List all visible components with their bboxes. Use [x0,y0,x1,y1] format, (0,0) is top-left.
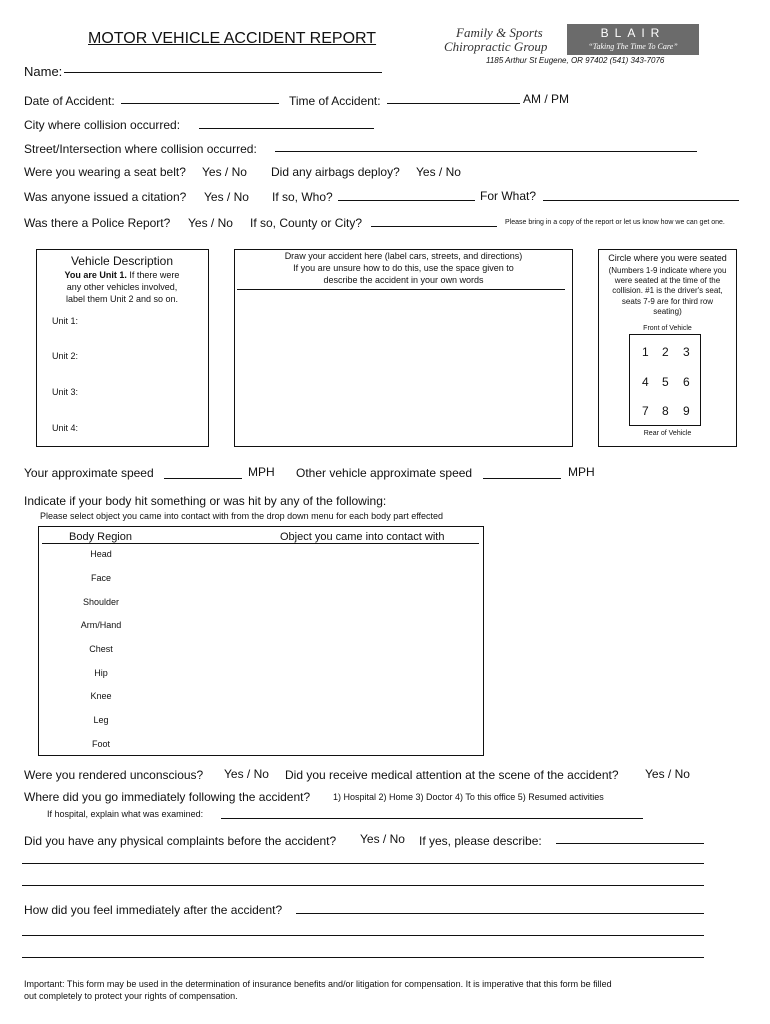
citation-answer[interactable]: Yes / No [204,190,249,204]
vehicle-description-title: Vehicle Description [70,254,174,268]
county-field[interactable] [371,226,497,227]
who-field[interactable] [338,200,475,201]
column-header-body-region: Body Region [69,531,132,543]
seat-5[interactable]: 5 [662,375,669,389]
name-field[interactable] [64,72,382,73]
am-pm-option[interactable]: AM / PM [523,92,570,106]
seat-belt-answer[interactable]: Yes / No [202,165,247,179]
brand-name: BLAIR [600,26,666,40]
date-field[interactable] [121,103,279,104]
where-went-options[interactable]: 1) Hospital 2) Home 3) Doctor 4) To this office 5) Resumed activities [333,792,604,802]
seat-1[interactable]: 1 [642,345,649,359]
seat-belt-question: Were you wearing a seat belt? [24,165,186,179]
police-report-question: Was there a Police Report? [24,216,171,230]
unit-1-label: Unit 1: [52,316,79,326]
your-speed-unit: MPH [248,465,275,479]
seat-box-title: Circle where you were seated [608,253,727,263]
body-contact-heading: Indicate if your body hit something or was hit by any of the following: [24,494,387,508]
feel-after-line-2[interactable] [22,935,704,936]
body-region-knee: Knee [90,691,112,701]
citation-question: Was anyone issued a citation? [24,190,187,204]
column-header-object: Object you came into contact with [280,531,445,543]
police-report-answer[interactable]: Yes / No [188,216,233,230]
draw-instructions-line3: describe the accident in your own words [323,275,484,285]
for-what-label: For What? [480,189,537,203]
body-region-shoulder: Shoulder [82,597,120,607]
body-region-hip: Hip [94,668,108,678]
body-region-face: Face [90,573,111,583]
front-of-vehicle-label: Front of Vehicle [643,325,692,332]
time-label: Time of Accident: [289,94,381,108]
unit-4-label: Unit 4: [52,423,79,433]
unconscious-answer[interactable]: Yes / No [224,767,269,781]
clinic-address: 1185 Arthur St Eugene, OR 97402 (541) 343-7076 [486,56,665,65]
describe-label: If yes, please describe: [419,834,542,848]
street-label: Street/Intersection where collision occurred: [24,142,257,156]
seat-8[interactable]: 8 [662,404,669,418]
body-region-leg: Leg [93,715,109,725]
your-speed-field[interactable] [164,478,242,479]
unit-3-label: Unit 3: [52,387,79,397]
seat-9[interactable]: 9 [683,404,690,418]
seat-box-note-line4: seats 7-9 are for third row [621,297,714,306]
seat-box-note-line5: seating) [653,307,682,316]
county-label: If so, County or City? [250,216,363,230]
medical-attention-question: Did you receive medical attention at the scene of the accident? [285,768,619,782]
body-region-head: Head [90,549,112,559]
seat-7[interactable]: 7 [642,404,649,418]
seat-3[interactable]: 3 [683,345,690,359]
unit-note-rest: If there were [126,270,180,280]
airbags-question: Did any airbags deploy? [271,165,400,179]
seat-6[interactable]: 6 [683,375,690,389]
footer-note-line1: Important: This form may be used in the determination of insurance benefits and/or litigation for compensation. It is imperative that this form be filled [24,979,612,989]
prior-complaints-question: Did you have any physical complaints before the accident? [24,834,337,848]
name-label: Name: [24,64,63,79]
vehicle-description-note-line3: label them Unit 2 and so on. [65,294,179,304]
brand-tagline: “Taking The Time To Care” [588,42,678,51]
clinic-name-line2: Chiropractic Group [444,39,548,54]
clinic-name-line1: Family & Sports [456,25,543,40]
your-speed-label: Your approximate speed [24,466,154,480]
street-field[interactable] [275,151,697,152]
seat-box-note-line2: were seated at the time of the [614,276,721,285]
seat-2[interactable]: 2 [662,345,669,359]
other-speed-field[interactable] [483,478,561,479]
draw-instructions-divider [237,289,565,290]
describe-line-3[interactable] [22,885,704,886]
prior-complaints-answer[interactable]: Yes / No [360,832,405,846]
blair-logo [567,24,699,55]
body-region-foot: Foot [91,739,110,749]
unit-one-note: You are Unit 1. [64,270,127,280]
draw-instructions-line1: Draw your accident here (label cars, streets, and directions) [284,251,523,261]
other-speed-unit: MPH [568,465,595,479]
for-what-field[interactable] [543,200,739,201]
copy-note: Please bring in a copy of the report or let us know how we can get one. [505,219,725,226]
rear-of-vehicle-label: Rear of Vehicle [643,430,692,437]
airbags-answer[interactable]: Yes / No [416,165,461,179]
unconscious-question: Were you rendered unconscious? [24,768,204,782]
body-contact-instructions: Please select object you came into contact with from the drop down menu for each body part effected [40,511,444,521]
hospital-exam-field[interactable] [221,818,643,819]
page-title: MOTOR VEHICLE ACCIDENT REPORT [88,30,377,47]
body-region-chest: Chest [89,644,113,654]
feel-after-line-3[interactable] [22,957,704,958]
seat-box-note-line3: collision. #1 is the driver's seat, [612,286,723,295]
describe-line-2[interactable] [22,863,704,864]
vehicle-description-note-line1 [37,270,207,280]
seat-4[interactable]: 4 [642,375,649,389]
seat-box-note-line1: (Numbers 1-9 indicate where you [608,266,727,275]
unit-2-label: Unit 2: [52,351,79,361]
city-label: City where collision occurred: [24,118,181,132]
where-went-question: Where did you go immediately following the accident? [24,790,311,804]
hospital-exam-label: If hospital, explain what was examined: [47,809,204,819]
medical-attention-answer[interactable]: Yes / No [645,767,690,781]
date-label: Date of Accident: [24,94,115,108]
vehicle-description-note-line2: any other vehicles involved, [66,282,178,292]
who-label: If so, Who? [272,190,333,204]
draw-instructions-line2: If you are unsure how to do this, use the space given to [293,263,514,273]
feel-after-question: How did you feel immediately after the accident? [24,903,283,917]
feel-after-field[interactable] [296,913,704,914]
city-field[interactable] [199,128,374,129]
footer-note-line2: out completely to protect your rights of compensation. [24,991,238,1001]
other-speed-label: Other vehicle approximate speed [296,466,473,480]
time-field[interactable] [387,103,520,104]
describe-field[interactable] [556,843,704,844]
body-region-arm-hand: Arm/Hand [80,620,122,630]
table-header-divider [42,543,479,544]
